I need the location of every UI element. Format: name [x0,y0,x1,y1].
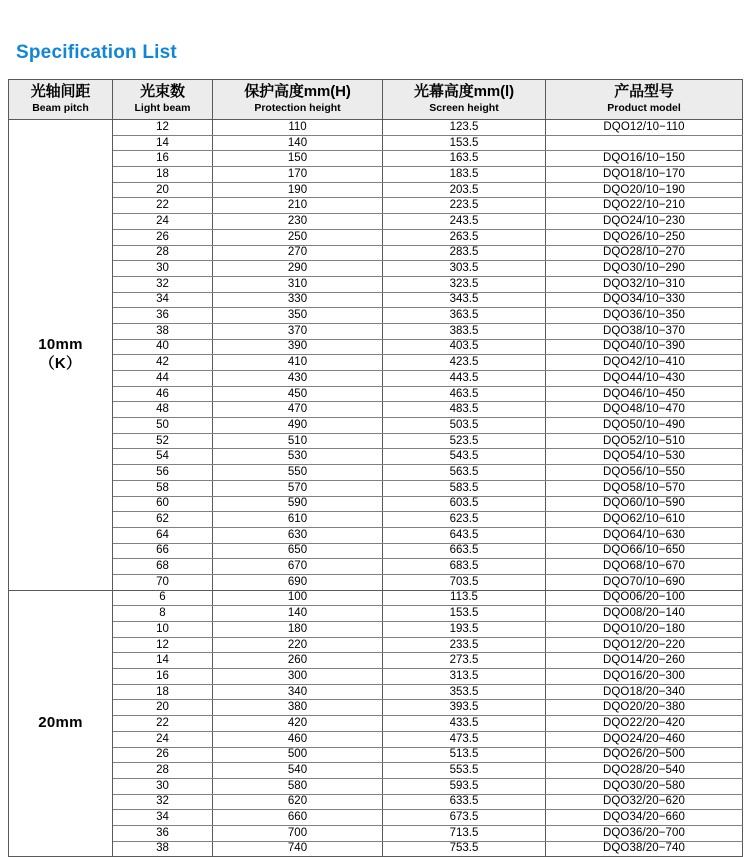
protection-height-cell: 650 [213,543,383,559]
product-model-cell: DQO12/10−110 [546,120,743,136]
table-row [9,700,743,716]
column-header-screen-height-en: Screen height [429,101,499,114]
light-beam-cell: 60 [113,496,213,512]
table-row [9,559,743,575]
light-beam-cell: 20 [113,182,213,198]
screen-height-cell: 403.5 [383,339,546,355]
product-model-cell: DQO12/20−220 [546,637,743,653]
light-beam-cell: 14 [113,653,213,669]
table-row [9,402,743,418]
product-model-cell: DQO64/10−630 [546,527,743,543]
light-beam-cell: 38 [113,841,213,857]
light-beam-cell: 70 [113,574,213,590]
screen-height-cell: 543.5 [383,449,546,465]
table-row [9,292,743,308]
protection-height-cell: 340 [213,684,383,700]
table-row [9,120,743,136]
screen-height-cell: 673.5 [383,810,546,826]
table-row [9,810,743,826]
screen-height-cell: 463.5 [383,386,546,402]
protection-height-cell: 310 [213,276,383,292]
product-model-cell: DQO16/20−300 [546,669,743,685]
screen-height-cell: 193.5 [383,622,546,638]
screen-height-cell: 583.5 [383,480,546,496]
screen-height-cell: 443.5 [383,371,546,387]
protection-height-cell: 490 [213,418,383,434]
light-beam-cell: 16 [113,669,213,685]
protection-height-cell: 140 [213,135,383,151]
light-beam-cell: 28 [113,763,213,779]
light-beam-cell: 8 [113,606,213,622]
table-row [9,763,743,779]
protection-height-cell: 740 [213,841,383,857]
screen-height-cell: 203.5 [383,182,546,198]
product-model-cell [546,135,743,151]
protection-height-cell: 540 [213,763,383,779]
light-beam-cell: 20 [113,700,213,716]
product-model-cell: DQO38/20−740 [546,841,743,857]
light-beam-cell: 30 [113,261,213,277]
product-model-cell: DQO08/20−140 [546,606,743,622]
table-row [9,543,743,559]
screen-height-cell: 233.5 [383,637,546,653]
screen-height-cell: 353.5 [383,684,546,700]
light-beam-cell: 14 [113,135,213,151]
protection-height-cell: 580 [213,778,383,794]
screen-height-cell: 683.5 [383,559,546,575]
column-header-light-beam [113,80,213,120]
screen-height-cell: 313.5 [383,669,546,685]
protection-height-cell: 510 [213,433,383,449]
beam-pitch-group-label: 20mm [38,714,83,732]
table-row [9,465,743,481]
product-model-cell: DQO30/20−580 [546,778,743,794]
screen-height-cell: 643.5 [383,527,546,543]
protection-height-cell: 140 [213,606,383,622]
light-beam-cell: 36 [113,308,213,324]
column-header-product-model-cn: 产品型号 [614,83,674,101]
light-beam-cell: 32 [113,276,213,292]
column-header-light-beam-en: Light beam [134,101,191,114]
protection-height-cell: 410 [213,355,383,371]
protection-height-cell: 220 [213,637,383,653]
column-header-beam-pitch [9,80,113,120]
product-model-cell: DQO50/10−490 [546,418,743,434]
product-model-cell: DQO22/10−210 [546,198,743,214]
table-row [9,245,743,261]
light-beam-cell: 12 [113,120,213,136]
light-beam-cell: 26 [113,747,213,763]
table-row [9,841,743,857]
protection-height-cell: 230 [213,214,383,230]
light-beam-cell: 18 [113,684,213,700]
protection-height-cell: 420 [213,716,383,732]
protection-height-cell: 430 [213,371,383,387]
product-model-cell: DQO58/10−570 [546,480,743,496]
screen-height-cell: 473.5 [383,731,546,747]
product-model-cell: DQO24/10−230 [546,214,743,230]
product-model-cell: DQO14/20−260 [546,653,743,669]
table-row [9,527,743,543]
protection-height-cell: 370 [213,323,383,339]
screen-height-cell: 483.5 [383,402,546,418]
screen-height-cell: 273.5 [383,653,546,669]
product-model-cell: DQO52/10−510 [546,433,743,449]
screen-height-cell: 183.5 [383,167,546,183]
specification-table [8,79,743,857]
page-title: Specification List [16,42,177,63]
table-row [9,716,743,732]
product-model-cell: DQO30/10−290 [546,261,743,277]
beam-pitch-group-label: 10mm [38,336,83,354]
protection-height-cell: 380 [213,700,383,716]
light-beam-cell: 28 [113,245,213,261]
table-row [9,261,743,277]
screen-height-cell: 223.5 [383,198,546,214]
screen-height-cell: 553.5 [383,763,546,779]
protection-height-cell: 190 [213,182,383,198]
product-model-cell: DQO70/10−690 [546,574,743,590]
table-row [9,355,743,371]
protection-height-cell: 290 [213,261,383,277]
column-header-beam-pitch-en: Beam pitch [32,101,89,114]
screen-height-cell: 283.5 [383,245,546,261]
product-model-cell: DQO36/10−350 [546,308,743,324]
protection-height-cell: 500 [213,747,383,763]
light-beam-cell: 10 [113,622,213,638]
table-row [9,433,743,449]
beam-pitch-group-sublabel: （K） [39,354,82,372]
product-model-cell: DQO42/10−410 [546,355,743,371]
table-row [9,214,743,230]
light-beam-cell: 24 [113,214,213,230]
protection-height-cell: 300 [213,669,383,685]
protection-height-cell: 570 [213,480,383,496]
table-header-row [9,80,743,120]
protection-height-cell: 550 [213,465,383,481]
table-row [9,167,743,183]
screen-height-cell: 323.5 [383,276,546,292]
screen-height-cell: 713.5 [383,825,546,841]
column-header-protection-height-en: Protection height [254,101,341,114]
table-row [9,496,743,512]
table-row [9,229,743,245]
light-beam-cell: 50 [113,418,213,434]
table-row [9,622,743,638]
product-model-cell: DQO06/20−100 [546,590,743,606]
table-row [9,825,743,841]
specification-table-container [8,79,742,857]
table-row [9,669,743,685]
protection-height-cell: 590 [213,496,383,512]
table-row [9,386,743,402]
protection-height-cell: 660 [213,810,383,826]
table-row [9,182,743,198]
light-beam-cell: 22 [113,198,213,214]
screen-height-cell: 153.5 [383,606,546,622]
product-model-cell: DQO18/20−340 [546,684,743,700]
table-row [9,512,743,528]
protection-height-cell: 210 [213,198,383,214]
product-model-cell: DQO46/10−450 [546,386,743,402]
screen-height-cell: 393.5 [383,700,546,716]
protection-height-cell: 610 [213,512,383,528]
table-row [9,418,743,434]
protection-height-cell: 690 [213,574,383,590]
table-body [9,120,743,857]
light-beam-cell: 58 [113,480,213,496]
screen-height-cell: 153.5 [383,135,546,151]
product-model-cell: DQO40/10−390 [546,339,743,355]
table-row [9,480,743,496]
light-beam-cell: 30 [113,778,213,794]
product-model-cell: DQO16/10−150 [546,151,743,167]
screen-height-cell: 753.5 [383,841,546,857]
light-beam-cell: 46 [113,386,213,402]
product-model-cell: DQO32/20−620 [546,794,743,810]
screen-height-cell: 603.5 [383,496,546,512]
screen-height-cell: 623.5 [383,512,546,528]
column-header-screen-height-cn: 光幕高度mm(l) [414,83,514,101]
screen-height-cell: 593.5 [383,778,546,794]
screen-height-cell: 663.5 [383,543,546,559]
light-beam-cell: 32 [113,794,213,810]
protection-height-cell: 270 [213,245,383,261]
column-header-product-model [546,80,743,120]
table-row [9,731,743,747]
table-row [9,151,743,167]
protection-height-cell: 170 [213,167,383,183]
table-row [9,371,743,387]
product-model-cell: DQO36/20−700 [546,825,743,841]
product-model-cell: DQO60/10−590 [546,496,743,512]
product-model-cell: DQO26/20−500 [546,747,743,763]
screen-height-cell: 243.5 [383,214,546,230]
product-model-cell: DQO62/10−610 [546,512,743,528]
beam-pitch-group-cell [9,590,113,857]
table-row [9,747,743,763]
protection-height-cell: 260 [213,653,383,669]
column-header-light-beam-cn: 光束数 [140,83,185,101]
product-model-cell: DQO56/10−550 [546,465,743,481]
screen-height-cell: 503.5 [383,418,546,434]
column-header-protection-height [213,80,383,120]
light-beam-cell: 44 [113,371,213,387]
product-model-cell: DQO28/10−270 [546,245,743,261]
screen-height-cell: 513.5 [383,747,546,763]
protection-height-cell: 630 [213,527,383,543]
screen-height-cell: 423.5 [383,355,546,371]
table-row [9,653,743,669]
screen-height-cell: 123.5 [383,120,546,136]
light-beam-cell: 18 [113,167,213,183]
table-row [9,637,743,653]
light-beam-cell: 54 [113,449,213,465]
column-header-product-model-en: Product model [607,101,681,114]
light-beam-cell: 16 [113,151,213,167]
light-beam-cell: 34 [113,810,213,826]
light-beam-cell: 48 [113,402,213,418]
protection-height-cell: 180 [213,622,383,638]
table-row [9,308,743,324]
light-beam-cell: 34 [113,292,213,308]
screen-height-cell: 343.5 [383,292,546,308]
table-row [9,684,743,700]
product-model-cell: DQO24/20−460 [546,731,743,747]
light-beam-cell: 40 [113,339,213,355]
protection-height-cell: 390 [213,339,383,355]
protection-height-cell: 620 [213,794,383,810]
screen-height-cell: 703.5 [383,574,546,590]
product-model-cell: DQO22/20−420 [546,716,743,732]
table-header [9,80,743,120]
product-model-cell: DQO26/10−250 [546,229,743,245]
screen-height-cell: 523.5 [383,433,546,449]
product-model-cell: DQO28/20−540 [546,763,743,779]
screen-height-cell: 113.5 [383,590,546,606]
light-beam-cell: 68 [113,559,213,575]
light-beam-cell: 24 [113,731,213,747]
product-model-cell: DQO32/10−310 [546,276,743,292]
product-model-cell: DQO34/10−330 [546,292,743,308]
table-row [9,778,743,794]
light-beam-cell: 6 [113,590,213,606]
product-model-cell: DQO66/10−650 [546,543,743,559]
table-row [9,323,743,339]
column-header-screen-height [383,80,546,120]
table-row [9,276,743,292]
table-row [9,590,743,606]
table-row [9,135,743,151]
product-model-cell: DQO44/10−430 [546,371,743,387]
light-beam-cell: 56 [113,465,213,481]
product-model-cell: DQO18/10−170 [546,167,743,183]
column-header-protection-height-cn: 保护高度mm(H) [244,83,351,101]
protection-height-cell: 470 [213,402,383,418]
product-model-cell: DQO20/20−380 [546,700,743,716]
product-model-cell: DQO34/20−660 [546,810,743,826]
product-model-cell: DQO10/20−180 [546,622,743,638]
product-model-cell: DQO20/10−190 [546,182,743,198]
light-beam-cell: 12 [113,637,213,653]
screen-height-cell: 363.5 [383,308,546,324]
protection-height-cell: 110 [213,120,383,136]
protection-height-cell: 450 [213,386,383,402]
table-row [9,606,743,622]
light-beam-cell: 22 [113,716,213,732]
screen-height-cell: 303.5 [383,261,546,277]
table-row [9,339,743,355]
light-beam-cell: 38 [113,323,213,339]
screen-height-cell: 263.5 [383,229,546,245]
light-beam-cell: 62 [113,512,213,528]
protection-height-cell: 350 [213,308,383,324]
light-beam-cell: 36 [113,825,213,841]
product-model-cell: DQO48/10−470 [546,402,743,418]
protection-height-cell: 330 [213,292,383,308]
screen-height-cell: 163.5 [383,151,546,167]
light-beam-cell: 42 [113,355,213,371]
light-beam-cell: 66 [113,543,213,559]
light-beam-cell: 52 [113,433,213,449]
screen-height-cell: 563.5 [383,465,546,481]
screen-height-cell: 633.5 [383,794,546,810]
protection-height-cell: 150 [213,151,383,167]
column-header-beam-pitch-cn: 光轴间距 [30,83,91,101]
table-row [9,449,743,465]
protection-height-cell: 530 [213,449,383,465]
protection-height-cell: 100 [213,590,383,606]
table-row [9,794,743,810]
product-model-cell: DQO68/10−670 [546,559,743,575]
screen-height-cell: 433.5 [383,716,546,732]
product-model-cell: DQO54/10−530 [546,449,743,465]
protection-height-cell: 700 [213,825,383,841]
light-beam-cell: 64 [113,527,213,543]
protection-height-cell: 670 [213,559,383,575]
light-beam-cell: 26 [113,229,213,245]
protection-height-cell: 460 [213,731,383,747]
screen-height-cell: 383.5 [383,323,546,339]
table-row [9,574,743,590]
product-model-cell: DQO38/10−370 [546,323,743,339]
table-row [9,198,743,214]
beam-pitch-group-cell [9,120,113,591]
protection-height-cell: 250 [213,229,383,245]
